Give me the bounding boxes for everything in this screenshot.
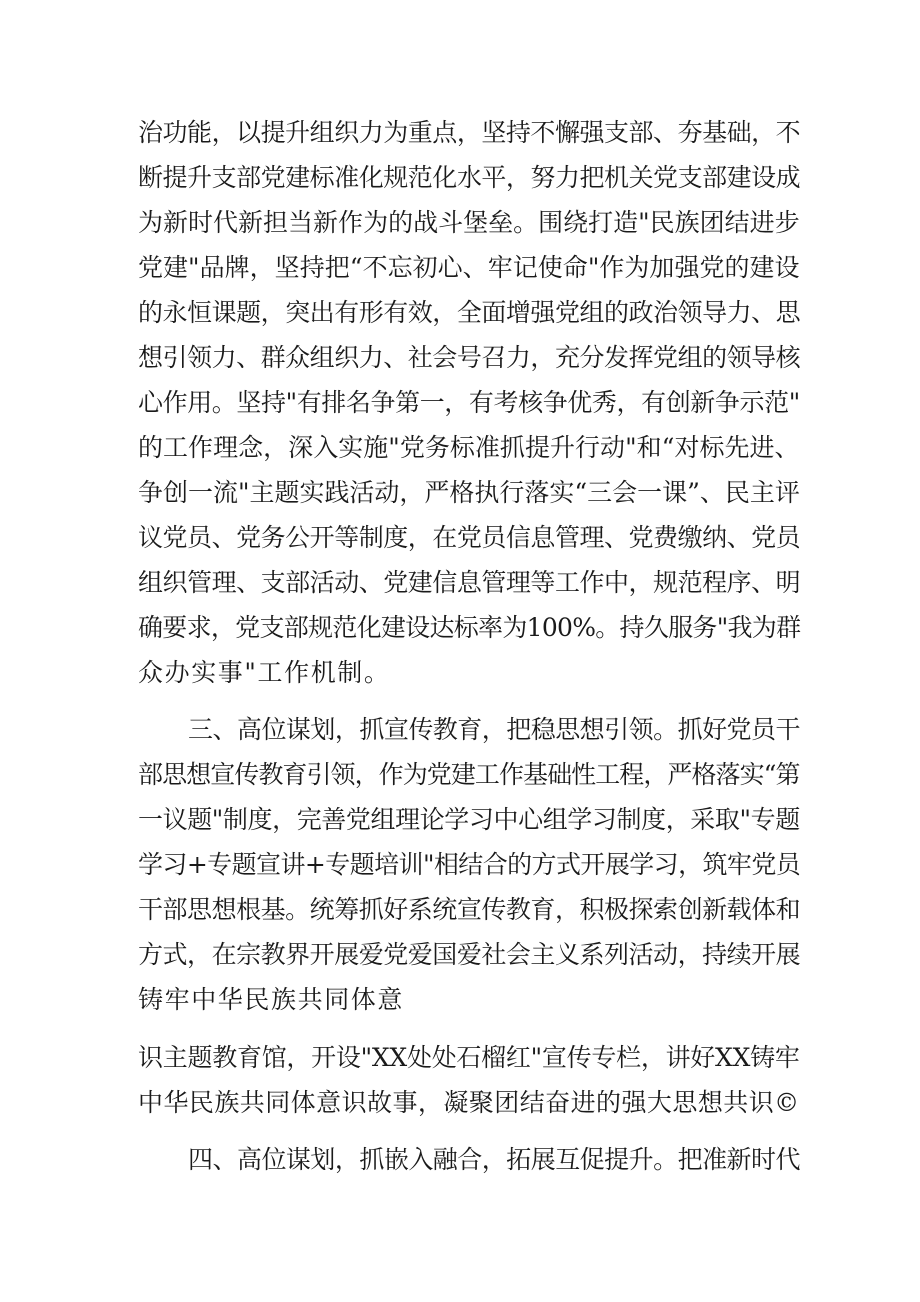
paragraph-line: 众办实事"工作机制。 xyxy=(138,658,391,687)
paragraph-line: 识主题教育馆，开设"XX处处石榴红"宣传专栏，讲好XX铸牢 xyxy=(138,1043,800,1072)
paragraph-line: 争创一流"主题实践活动，严格执行落实“三会一课”、民主评 xyxy=(138,478,800,507)
paragraph-line: 党建"品牌，坚持把“不忘初心、牢记使命"作为加强党的建设 xyxy=(138,253,800,282)
paragraph-line: 议党员、党务公开等制度，在党员信息管理、党费缴纳、党员 xyxy=(138,523,801,552)
paragraph-line: 一议题"制度，完善党组理论学习中心组学习制度，采取"专题 xyxy=(138,805,800,834)
paragraph-line: 断提升支部党建标准化规范化水平，努力把机关党支部建设成 xyxy=(138,163,801,192)
paragraph-line: 治功能，以提升组织力为重点，坚持不懈强支部、夯基础，不 xyxy=(138,118,801,147)
paragraph-line: 确要求，党支部规范化建设达标率为100%。持久服务"我为群 xyxy=(138,613,801,642)
paragraph-line: 铸牢中华民族共同体意 xyxy=(138,985,405,1014)
paragraph-line: 心作用。坚持"有排名争第一，有考核争优秀，有创新争示范" xyxy=(138,388,800,417)
paragraph-line: 方式，在宗教界开展爱党爱国爱社会主义系列活动，持续开展 xyxy=(138,940,801,969)
paragraph-line: 为新时代新担当新作为的战斗堡垒。围绕打造"民族团结进步 xyxy=(138,208,800,237)
paragraph-line: 想引领力、群众组织力、社会号召力，充分发挥党组的领导核 xyxy=(138,343,801,372)
paragraph-line: 组织管理、支部活动、党建信息管理等工作中，规范程序、明 xyxy=(138,568,801,597)
paragraph-line: 部思想宣传教育引领，作为党建工作基础性工程，严格落实“第 xyxy=(138,760,800,789)
paragraph-line: 干部思想根基。统筹抓好系统宣传教育，积极探索创新载体和 xyxy=(138,895,801,924)
section-three-heading-line: 三、高位谋划，抓宣传教育，把稳思想引领。抓好党员干 xyxy=(188,715,801,744)
paragraph-line: 学习+专题宣讲+专题培训"相结合的方式开展学习，筑牢党员 xyxy=(138,850,801,879)
paragraph-line: 中华民族共同体意识故事，凝聚团结奋进的强大思想共识© xyxy=(138,1088,800,1117)
section-four-heading-line: 四、高位谋划，抓嵌入融合，拓展互促提升。把准新时代 xyxy=(188,1145,801,1174)
paragraph-line: 的工作理念，深入实施"党务标准抓提升行动"和“对标先进、 xyxy=(138,433,800,462)
paragraph-line: 的永恒课题，突出有形有效，全面增强党组的政治领导力、思 xyxy=(138,298,801,327)
